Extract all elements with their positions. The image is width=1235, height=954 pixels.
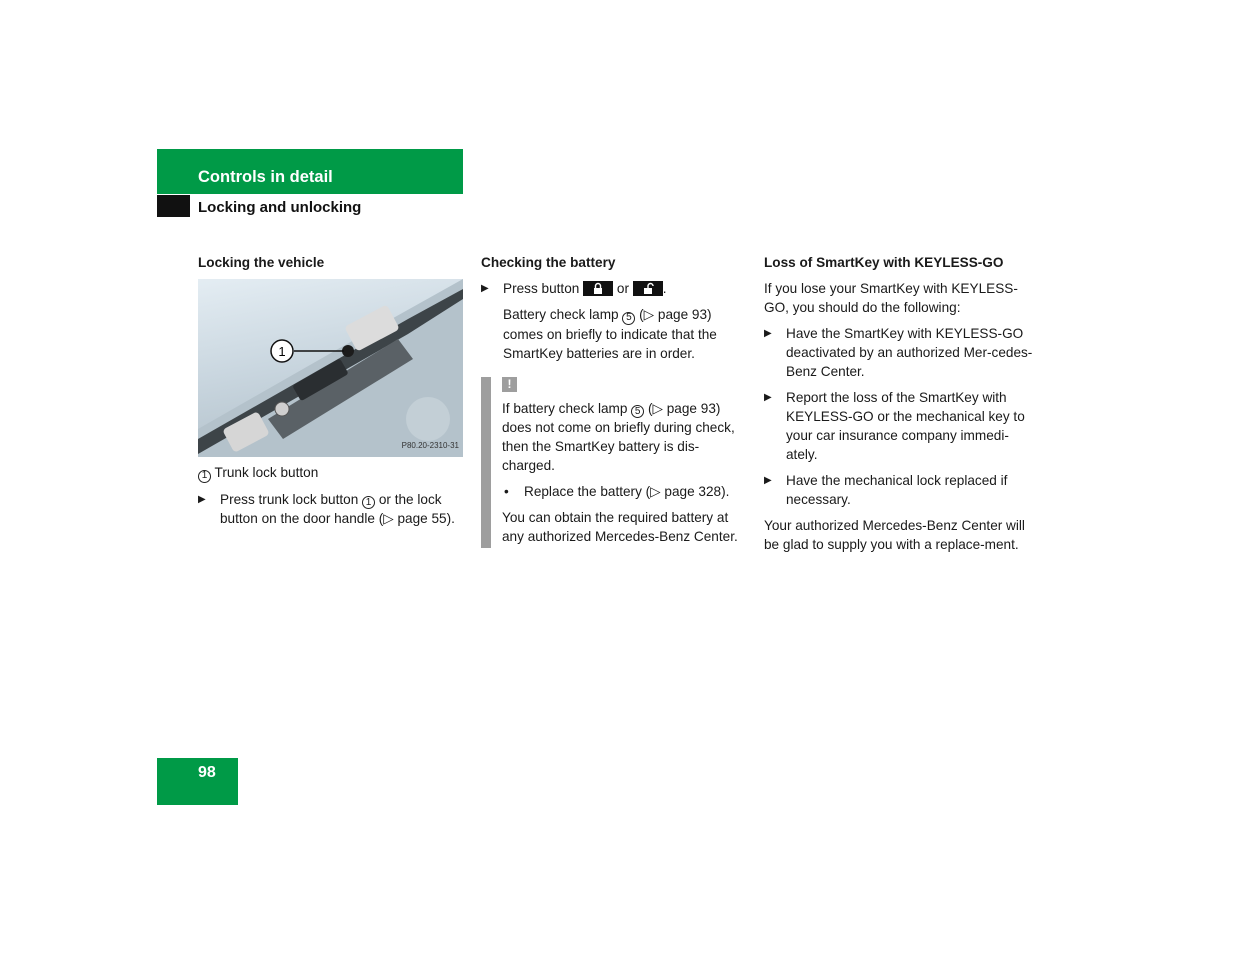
lamp-text-pre: Battery check lamp [503,307,619,322]
loss-step [764,324,1034,381]
column-smartkey-loss [764,253,1034,561]
unlock-button-icon [633,281,663,296]
lamp-text-post: (▷ page 93) comes on briefly to indicate that the SmartKey batteries are in order. [503,307,717,361]
page-number-box [157,758,238,805]
note-bar [481,377,491,548]
triangle-bullet-icon: ▶ [764,392,772,403]
triangle-bullet-icon: ▶ [764,475,772,486]
subsection-marker [157,195,190,217]
battery-note [481,377,749,547]
heading-smartkey-loss: Loss of SmartKey with KEYLESS-GO [764,255,1004,270]
column-battery [481,253,749,553]
exclamation-icon: ! [502,377,517,392]
trunk-lock-photo [198,279,463,457]
loss-step-text: Have the SmartKey with KEYLESS-GO deactivated by an authorized Mer-cedes-Benz Center. [786,326,1033,379]
page-number: 98 [198,764,216,781]
loss-outro: Your authorized Mercedes-Benz Center will be glad to supply you with a replace-ment. [764,518,1025,552]
note-end: You can obtain the required battery at any authorized Mercedes-Benz Center. [502,510,738,544]
loss-step-text: Report the loss of the SmartKey with KEYLESS-GO or the mechanical key to your car insurance company immedi-ately. [786,390,1025,462]
triangle-bullet-icon: ▶ [198,493,206,505]
lamp-description [481,305,749,363]
dot-bullet-icon: • [504,484,509,499]
callout-5-note: 5 [631,405,644,418]
loss-intro: If you lose your SmartKey with KEYLESS-GO, you should do the following: [764,281,1018,315]
instruction-text-pre: Press trunk lock button [220,491,359,507]
press-or: or [616,281,629,296]
loss-step [764,471,1034,509]
triangle-bullet-icon: ▶ [481,283,489,294]
column-locking [198,253,466,535]
note-bullet-text: Replace the battery (▷ page 328). [524,484,730,499]
trunk-illustration [198,279,463,457]
callout-1-inline: 1 [362,496,375,509]
subsection-title: Locking and unlocking [198,199,362,216]
section-title: Controls in detail [198,168,333,186]
instruction-press-trunk [198,490,466,529]
note-text-pre: If battery check lamp [502,400,628,416]
note-bullet [502,482,749,501]
heading-checking-battery: Checking the battery [481,255,616,270]
loss-step [764,388,1034,464]
loss-step-text: Have the mechanical lock replaced if necessary. [786,473,1008,507]
caption-text: Trunk lock button [214,465,319,480]
note-text-post: (▷ page 93) does not come on briefly during check, then the SmartKey battery is dis-charged. [502,400,735,473]
note-text [502,399,749,476]
callout-1: 1 [198,470,211,483]
lock-button-icon [583,281,613,296]
photo-callout-label: 1 [278,344,286,359]
press-end: . [662,281,667,296]
photo-code: P80.20-2310-31 [401,441,459,450]
callout-5: 5 [622,312,635,325]
callout-caption [198,463,466,483]
instruction-press-button [481,279,749,298]
triangle-bullet-icon: ▶ [764,328,772,339]
instruction-text-post: or the lock button on the door handle (▷ page 55). [220,491,455,526]
press-text: Press button [503,281,580,296]
heading-locking-vehicle: Locking the vehicle [198,255,325,270]
